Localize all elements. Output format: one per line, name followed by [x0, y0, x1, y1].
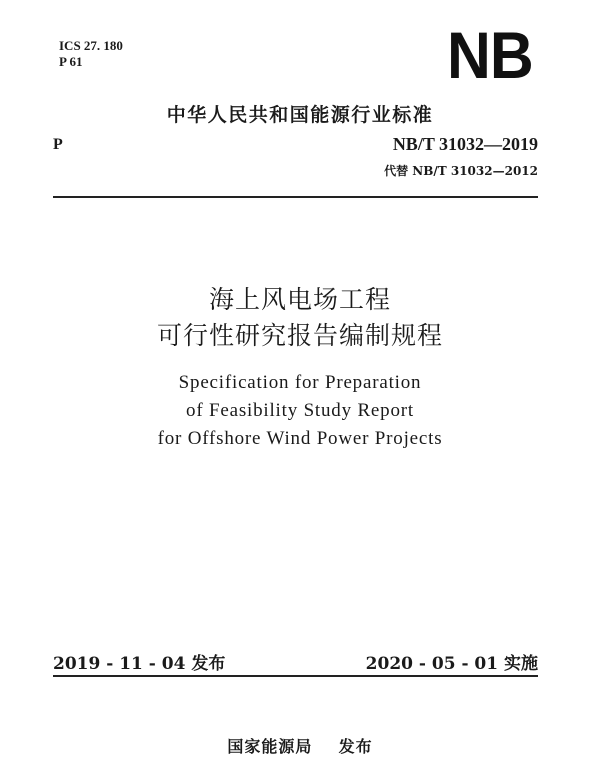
bottom-divider: [53, 675, 538, 677]
english-title-line-1: Specification for Preparation: [178, 372, 422, 393]
implementation-date: 2020 - 05 - 01 实施: [365, 654, 538, 674]
ics-block: [59, 38, 123, 70]
english-title-line-2: of Feasibility Study Report: [186, 400, 414, 421]
issue-date: 2019 - 11 - 04 发布: [53, 654, 226, 674]
nb-logo: NB: [447, 18, 533, 92]
top-divider: [53, 196, 538, 198]
standard-number: NB/T 31032—2019: [392, 134, 538, 154]
chinese-title: [0, 282, 600, 354]
publisher: 国家能源局 发布: [227, 737, 373, 756]
chinese-title-line-2: 可行性研究报告编制规程: [156, 321, 443, 350]
ics-category: P 61: [59, 54, 83, 69]
chinese-title-line-1: 海上风电场工程: [208, 285, 391, 314]
english-title-line-3: for Offshore Wind Power Projects: [157, 428, 443, 449]
org-title: 中华人民共和国能源行业标准: [166, 104, 434, 126]
classification-letter: P: [53, 136, 63, 153]
english-title: [0, 369, 600, 453]
ics-code: ICS 27. 180: [59, 38, 123, 53]
replaces-standard: 代替 NB/T 31032—2012: [384, 164, 538, 178]
